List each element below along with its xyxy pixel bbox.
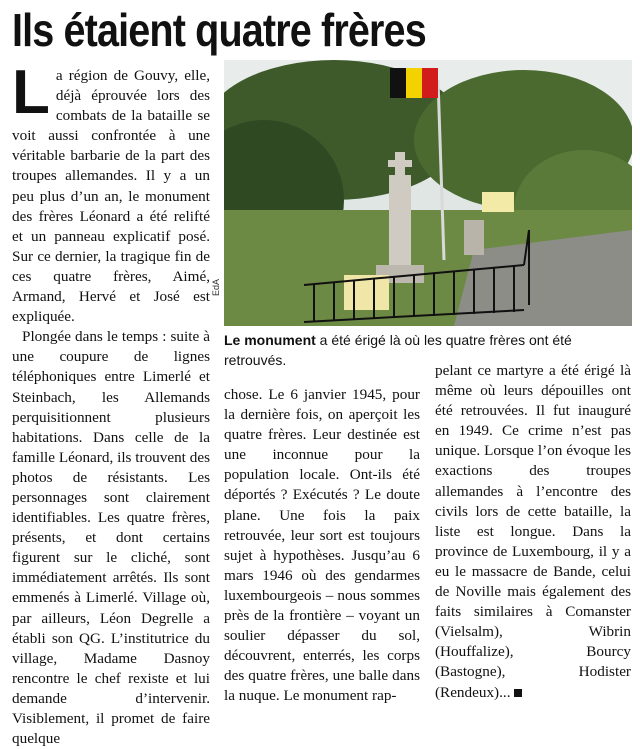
monument-photo-illustration	[224, 60, 632, 326]
column-3	[435, 361, 631, 703]
column-1	[12, 58, 210, 749]
headline: Ils étaient quatre frères	[12, 4, 426, 56]
caption-text: a été érigé là où les quatre frères ont été retrouvés.	[224, 332, 572, 368]
end-mark-icon	[514, 689, 522, 697]
photo-credit: EdA	[211, 278, 221, 296]
column-2	[224, 385, 420, 707]
caption-lead: Le monument	[224, 332, 316, 348]
paragraph-intro: a région de Gouvy, elle, déjà éprouvée lors des combats de la bataille se voit aussi confrontée à une véritable barbarie de la part des troupes allemandes. Il y a un peu plus d’un an, le monument des frères Léonard a été relifté et un panneau explicatif posé. Sur ce dernier, la tragique fin de ces quatre frères, Aimé, Armand, Hervé et José est expliquée.	[12, 67, 210, 326]
monument-photo	[224, 60, 632, 326]
paragraph-conclusion	[435, 361, 631, 703]
drop-cap: L	[12, 58, 50, 127]
paragraph-history: Plongée dans le temps : suite à une coupure de lignes téléphoniques entre Limerlé et Steinbach, les Allemands perquisitionnent plusieurs habitations. Dans celle de la famille Léonard, ils trouvent des photos de résistants. Les personnages sont clairement identifiables. Les quatre frères, présents, et dont certains figurent sur le cliché, sont immédiatement arrêtés. Ils sont emmenés à Limerlé. Village où, par ailleurs, Léon Degrelle a établi son QG. L’institutrice du village, Madame Dasnoy rencontre le chef rexiste et lui demande d’intervenir. Visiblement, il promet de faire quelque	[12, 328, 210, 748]
paragraph-continuation: chose. Le 6 janvier 1945, pour la dernière fois, on aperçoit les quatre frères. Leur destinée est une inconnue pour la population locale. Ont-ils été déportés ? Exécutés ? Le doute plane. Une fois la paix retrouvée, leur sort est toujours sujet à hypothèses. Jusqu’au 6 mars 1946 où des gendarmes luxembourgeois – nous sommes près de la frontière – voyant un soulier dépasser du sol, découvrent, enterrés, les corps des quatre frères, une balle dans la nuque. Le monument rap-	[224, 386, 420, 705]
conclusion-text: pelant ce martyre a été érigé là même où leurs dépouilles ont été retrouvées. Il fut inauguré en 1949. Ce crime n’est pas unique. Lorsque l’on évoque les exactions des troupes allemandes à l’encontre des civils lors de cette bataille, la liste est longue. Dans la province de Luxembourg, il y a eu le massacre de Bande, celui de Noville mais également des faits similaires à Comanster (Vielsalm), Wibrin (Houffalize), Bourcy (Bastogne), Hodister (Rendeux)...	[435, 362, 631, 701]
